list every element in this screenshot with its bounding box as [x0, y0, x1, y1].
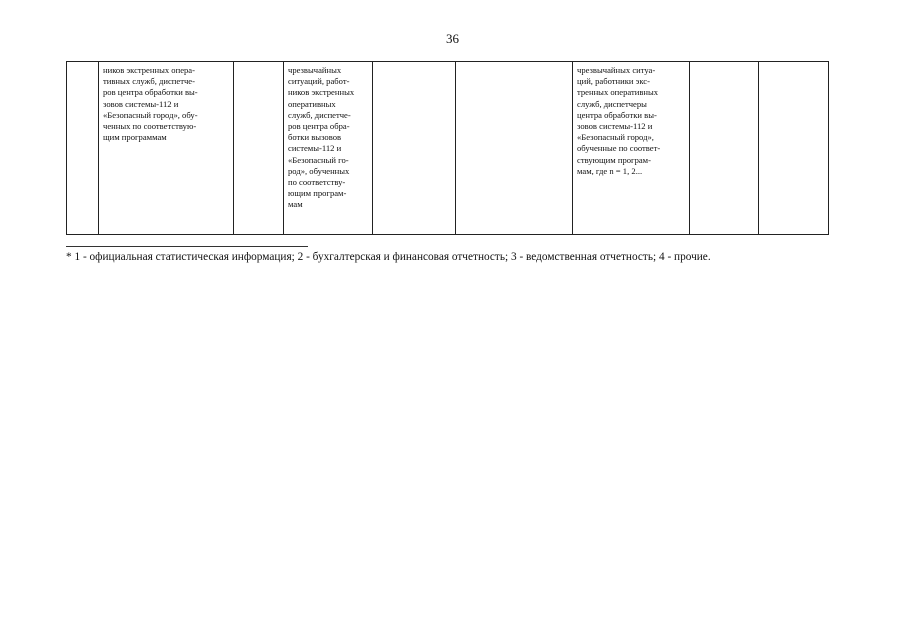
- table-cell-unit: [234, 62, 284, 235]
- footnote: * 1 - официальная статистическая информация; 2 - бухгалтерская и финансовая отчетность; 3 - ведомственная отчетность; 4 - прочие.: [66, 251, 711, 263]
- table-cell-definition: чрезвычайных ситуаций, работ- ников экстренных оперативных служб, диспетче- ров центра обра- ботки вызовов системы-112 и «Безопасный го- род», обученных по соответству- ющим програм- мам: [284, 62, 373, 235]
- table-cell-basic-indicators: чрезвычайных ситуа- ций, работники экс- тренных оперативных служб, диспетчеры центра обработки вы- зовов системы-112 и «Безопасный город», обученные по соответ- ствующим програм- мам, где n = 1, 2...: [573, 62, 690, 235]
- table-cell-index: [67, 62, 99, 235]
- table-cell-period: [373, 62, 456, 235]
- footnote-separator: [66, 246, 308, 247]
- indicator-table: [66, 61, 829, 235]
- table-cell-data-source: [690, 62, 759, 235]
- table-cell-responsible: [759, 62, 829, 235]
- page-number: 36: [446, 31, 459, 46]
- table-row: [67, 62, 829, 235]
- table-cell-method: [456, 62, 573, 235]
- table-cell-indicator-description: ников экстренных опера- тивных служб, диспетче- ров центра обработки вы- зовов системы-112 и «Безопасный город», обу- ченных по соответствую- щим программам: [99, 62, 234, 235]
